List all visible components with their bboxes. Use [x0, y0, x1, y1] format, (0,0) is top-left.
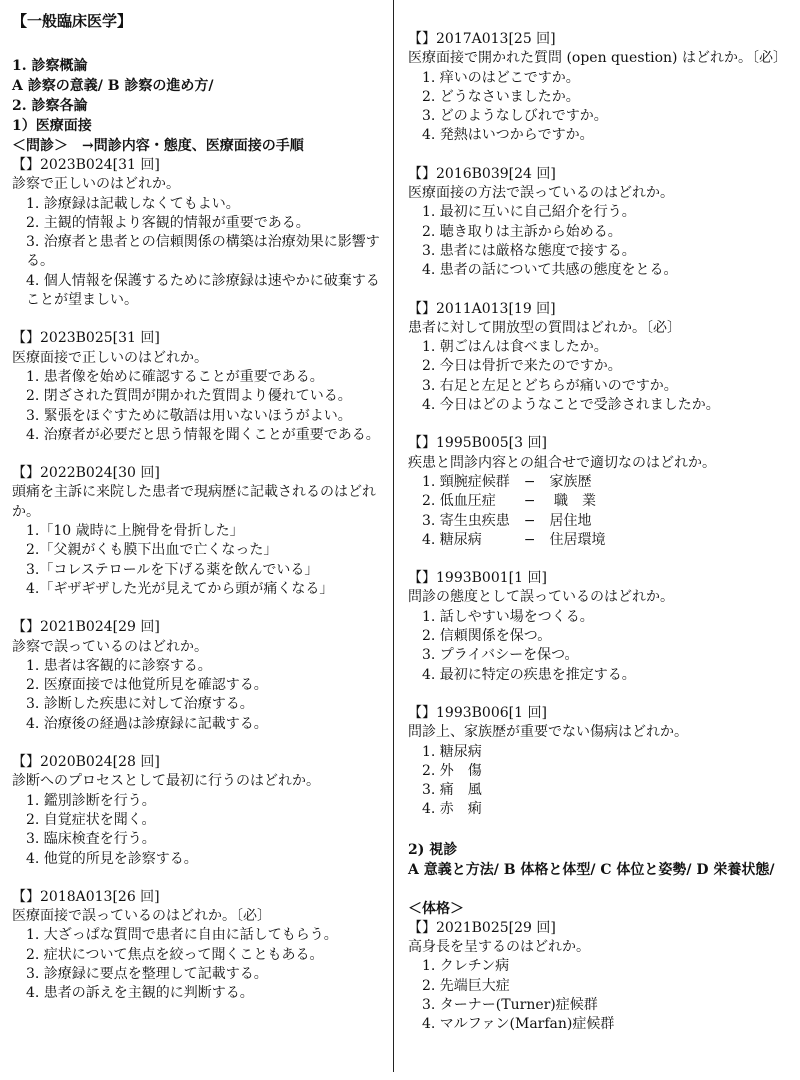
question-id: 【】2021B024[29 回]	[12, 619, 160, 636]
option: 1. 話しやすい場をつくる。	[422, 608, 594, 625]
option: 4. 治療後の経過は診療録に記載する。	[26, 715, 268, 732]
question-id: 【】1993B006[1 回]	[408, 704, 547, 721]
section-inspection	[408, 840, 780, 919]
heading-3: 2. 診察各論	[12, 98, 88, 114]
section-heading: 2) 視診	[408, 841, 458, 858]
option: 3. どのようなしびれですか。	[422, 108, 608, 125]
option: 1. 診療録は記載しなくてもよい。	[26, 195, 240, 212]
question-block	[12, 888, 384, 1004]
option: 4. 最初に特定の疾患を推定する。	[422, 666, 636, 683]
question-block	[12, 464, 384, 599]
option: 1. 患者像を始めに確認することが重要である。	[26, 368, 324, 385]
question-id: 【】2022B024[30 回]	[12, 465, 160, 482]
option: 2.「父親がくも膜下出血で亡くなった」	[26, 542, 278, 559]
option: 2. 閉ざされた質問が開かれた質問より優れている。	[26, 388, 352, 405]
option: 3. 痛 風	[422, 782, 482, 799]
option: 3. プライバシーを保つ。	[422, 647, 579, 664]
question-block	[408, 919, 780, 1035]
option: 4. 糖尿病 − 住居環境	[422, 531, 606, 548]
question-id: 【】2016B039[24 回]	[408, 165, 556, 182]
option: 4. 治療者が必要だと思う情報を聞くことが重要である。	[26, 426, 380, 443]
question-block	[12, 753, 384, 869]
question-block	[12, 329, 384, 445]
right-column	[408, 30, 787, 1053]
option: 2. どうなさいましたか。	[422, 88, 580, 105]
option: 1.「10 歳時に上腕骨を骨折した」	[26, 523, 244, 540]
question-block	[12, 156, 384, 310]
option: 1. 最初に互いに自己紹介を行う。	[422, 204, 636, 221]
option: 4. 他覚的所見を診察する。	[26, 850, 198, 867]
question-id: 【】2018A013[26 回]	[12, 888, 160, 905]
option: 3. 診療録に要点を整理して記載する。	[26, 965, 268, 982]
option: 3. ターナー(Turner)症候群	[422, 996, 598, 1013]
option: 4. 発熱はいつからですか。	[422, 127, 594, 144]
heading-1: 1. 診察概論	[12, 58, 88, 74]
option: 1. クレチン病	[422, 958, 510, 975]
option: 4. マルファン(Marfan)症候群	[422, 1016, 615, 1033]
option: 2. 外 傷	[422, 762, 482, 779]
option: 1. 頸腕症候群 − 家族歴	[422, 473, 592, 490]
question-id: 【】2021B025[29 回]	[408, 919, 556, 936]
option: 2. 低血圧症 − 職 業	[422, 493, 596, 510]
option: 2. 医療面接では他覚所見を確認する。	[26, 677, 268, 694]
option: 1. 痒いのはどこですか。	[422, 69, 580, 86]
question-block	[408, 300, 780, 416]
option: 3. 治療者と患者との信頼関係の構築は治療効果に影響する。	[26, 234, 380, 270]
option: 4. 個人情報を保護するために診療録は速やかに破棄することが望ましい。	[26, 272, 380, 309]
option: 3. 臨床検査を行う。	[26, 831, 156, 848]
question-stem: 問診の態度として誤っているのはどれか。	[408, 589, 674, 606]
question-stem: 医療面接で正しいのはどれか。	[12, 349, 208, 366]
heading-5: ＜問診＞ →問診内容・態度、医療面接の手順	[12, 138, 304, 154]
option: 1. 患者は客観的に診察する。	[26, 657, 212, 674]
column-divider	[393, 0, 394, 1072]
option: 2. 主観的情報より客観的情報が重要である。	[26, 214, 310, 231]
question-id: 【】2017A013[25 回]	[408, 31, 556, 47]
question-block	[408, 165, 780, 281]
option: 1. 鑑別診断を行う。	[26, 792, 156, 809]
option: 3. 患者には厳格な態度で接する。	[422, 242, 636, 259]
question-block	[408, 704, 780, 820]
option: 4. 患者の話について共感の態度をとる。	[422, 262, 678, 279]
question-block	[408, 434, 780, 550]
question-stem: 医療面接で開かれた質問 (open question) はどれか。〔必〕	[408, 50, 787, 67]
group-heading: ＜体格＞	[408, 900, 464, 917]
option: 2. 症状について焦点を絞って聞くこともある。	[26, 946, 324, 963]
option: 3. 寄生虫疾患 − 居住地	[422, 512, 592, 529]
question-stem: 患者に対して開放型の質問はどれか。〔必〕	[408, 319, 681, 336]
option: 1. 朝ごはんは食べましたか。	[422, 339, 608, 356]
option: 3. 診断した疾患に対して治療する。	[26, 696, 254, 713]
question-stem: 診察で正しいのはどれか。	[12, 176, 180, 193]
option: 2. 信頼関係を保つ。	[422, 628, 552, 645]
option: 3. 緊張をほぐすために敬語は用いないほうがよい。	[26, 407, 352, 424]
option: 4.「ギザギザした光が見えてから頭が痛くなる」	[26, 580, 334, 597]
question-stem: 医療面接の方法で誤っているのはどれか。	[408, 185, 674, 202]
question-id: 【】1995B005[3 回]	[408, 435, 547, 452]
option: 2. 先端巨大症	[422, 977, 510, 994]
question-stem: 診察で誤っているのはどれか。	[12, 638, 208, 655]
option: 3. 右足と左足とどちらが痛いのですか。	[422, 377, 678, 394]
question-stem: 高身長を呈するのはどれか。	[408, 938, 590, 955]
question-id: 【】2023B024[31 回]	[12, 157, 160, 173]
section-subheading: A 意義と方法/ B 体格と体型/ C 体位と姿勢/ D 栄養状態/	[408, 861, 775, 878]
option: 2. 自覚症状を聞く。	[26, 811, 156, 828]
question-block	[12, 618, 384, 734]
heading-4: 1）医療面接	[12, 118, 92, 134]
option: 4. 赤 痢	[422, 801, 482, 818]
question-stem: 問診上、家族歴が重要でない傷病はどれか。	[408, 724, 688, 741]
option: 4. 今日はどのようなことで受診されましたか。	[422, 397, 720, 414]
question-stem: 頭痛を主訴に来院した患者で現病歴に記載されるのはどれか。	[12, 484, 376, 520]
option: 2. 聴き取りは主訴から始める。	[422, 223, 622, 240]
question-id: 【】2011A013[19 回]	[408, 300, 556, 317]
question-stem: 疾患と問診内容との組合せで適切なのはどれか。	[408, 454, 716, 471]
question-id: 【】2023B025[31 回]	[12, 330, 160, 347]
heading-2: A 診察の意義/ B 診察の進め方/	[12, 78, 214, 94]
question-stem: 医療面接で誤っているのはどれか。〔必〕	[12, 908, 271, 925]
question-stem: 診断へのプロセスとして最初に行うのはどれか。	[12, 773, 320, 790]
option: 1. 糖尿病	[422, 743, 482, 760]
question-block	[408, 569, 780, 685]
question-id: 【】1993B001[1 回]	[408, 570, 547, 587]
left-column	[12, 10, 384, 1023]
document-title: 【一般臨床医学】	[12, 12, 133, 30]
option: 4. 患者の訴えを主観的に判断する。	[26, 985, 254, 1002]
question-id: 【】2020B024[28 回]	[12, 754, 160, 771]
option: 3.「コレステロールを下げる薬を飲んでいる」	[26, 561, 319, 578]
question-block	[408, 30, 787, 146]
option: 2. 今日は骨折で来たのですか。	[422, 358, 622, 375]
option: 1. 大ざっぱな質問で患者に自由に話してもらう。	[26, 927, 338, 944]
